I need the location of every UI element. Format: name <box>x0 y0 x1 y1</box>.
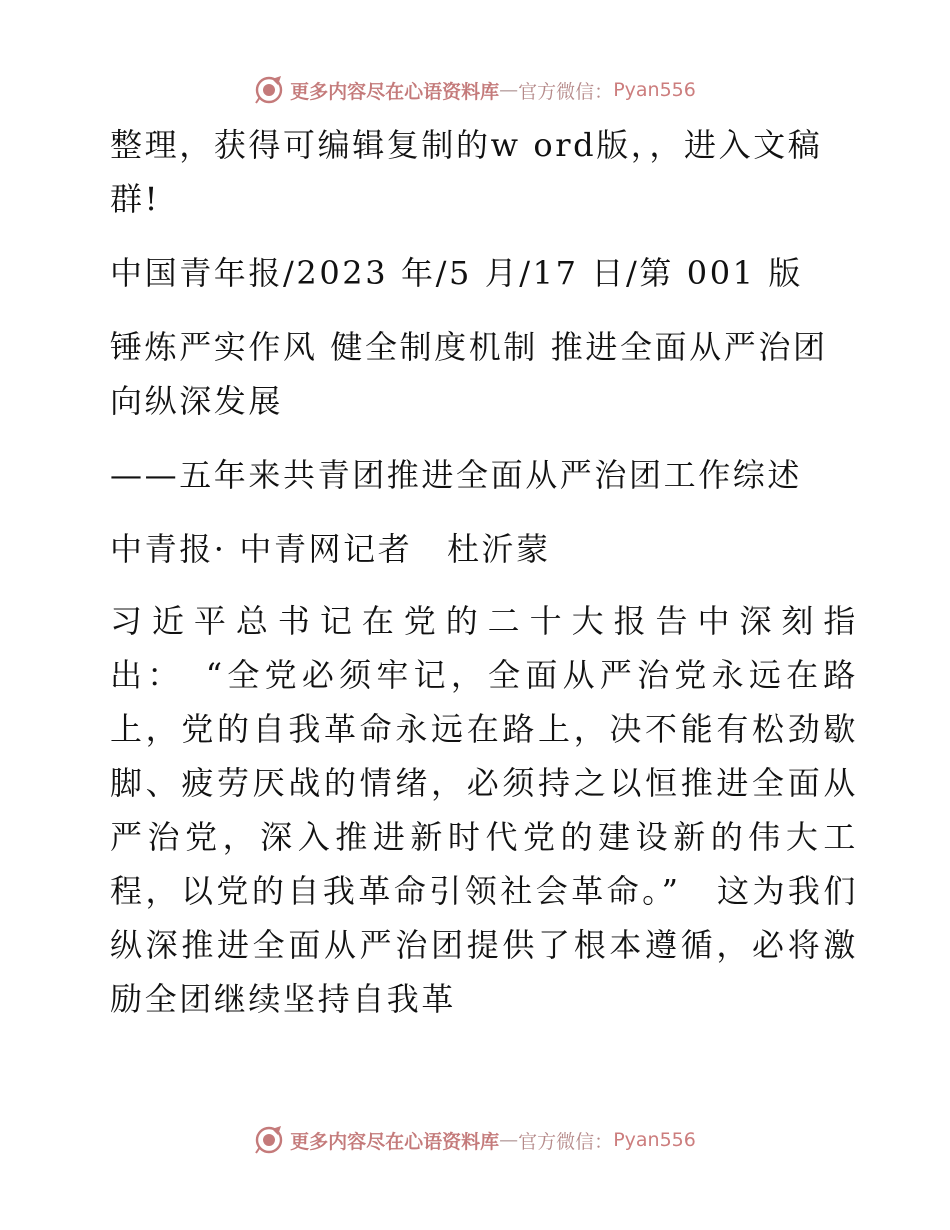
watermark-brand: 更多内容尽在心语资料库 <box>290 80 500 103</box>
watermark-dash: — <box>499 1129 519 1151</box>
intro-paragraph: 整理，获得可编辑复制的w ord版，，进入文稿群! <box>110 126 823 218</box>
watermark-official-label: 官方微信： <box>518 80 614 103</box>
source-line: 中国青年报/2023 年/5 月/17 日/第 001 版 <box>110 254 803 292</box>
watermark-footer <box>0 1120 950 1160</box>
watermark-header <box>0 70 950 110</box>
byline: 中青报· 中青网记者 杜沂蒙 <box>110 530 551 568</box>
headline: 锤炼严实作风 健全制度机制 推进全面从严治团向纵深发展 <box>110 328 828 420</box>
quill-seal-icon <box>254 1125 284 1155</box>
document-body <box>98 118 858 1058</box>
body-paragraph: 习近平总书记在党的二十大报告中深刻指出： “全党必须牢记，全面从严治党永远在路上，党的自我革命永远在路上，决不能有松劲歇脚、疲劳厌战的情绪，必须持之以恒推进全面从严治党，深入推进新时代党的建设新的伟大工程，以党的自我革命引领社会革命。” 这为我们纵深推进全面从严治团提供了根本遵循，必将激励全团继续坚持自我革 <box>110 602 858 1018</box>
watermark-official-label: 官方微信： <box>518 1130 614 1153</box>
watermark-wechat-id: Pyan556 <box>613 79 696 101</box>
watermark-wechat-id: Pyan556 <box>613 1129 696 1151</box>
subtitle: ——五年来共青团推进全面从严治团工作综述 <box>110 456 803 494</box>
watermark-dash: — <box>499 79 519 101</box>
watermark-brand: 更多内容尽在心语资料库 <box>290 1130 500 1153</box>
quill-seal-icon <box>254 75 284 105</box>
